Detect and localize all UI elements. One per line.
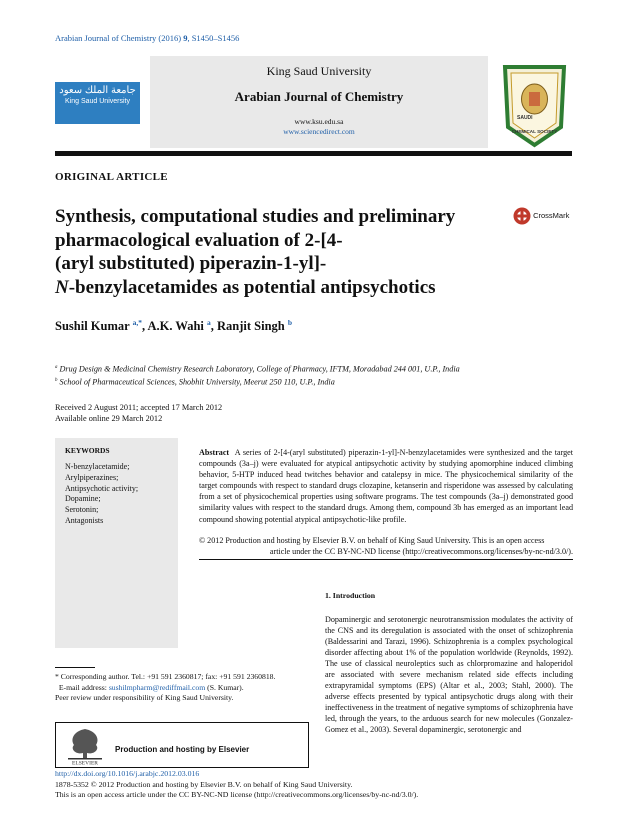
title-line-1: Synthesis, computational studies and preliminary bbox=[55, 206, 456, 227]
keyword-item: Antagonists bbox=[65, 515, 104, 525]
affiliation-a bbox=[55, 362, 575, 375]
email-link[interactable]: sushilmpharm@rediffmail.com bbox=[108, 682, 206, 692]
article-title bbox=[55, 205, 495, 299]
ksu-logo-text: King Saud University bbox=[65, 98, 130, 105]
keyword-item: Serotonin; bbox=[65, 505, 99, 515]
journal-ref-volume: 9 bbox=[183, 33, 188, 43]
affiliations bbox=[55, 362, 575, 387]
affiliation-b-mark: b bbox=[55, 377, 58, 383]
title-italic-n: N bbox=[55, 276, 69, 298]
ksu-url[interactable]: www.ksu.edu.sa bbox=[294, 117, 344, 126]
email-suffix: (S. Kumar). bbox=[205, 682, 244, 692]
elsevier-logo-text: ELSEVIER bbox=[72, 760, 98, 765]
author-1-affil[interactable]: a,* bbox=[132, 318, 142, 327]
abstract-divider bbox=[199, 559, 573, 560]
footnotes bbox=[55, 672, 295, 704]
crossmark-label: CrossMark bbox=[533, 210, 570, 220]
affiliation-b-text: School of Pharmaceutical Sciences, Shobhit University, Meerut 250 110, U.P., India bbox=[59, 377, 335, 387]
peer-review-note: Peer review under responsibility of King Saud University. bbox=[55, 693, 234, 703]
keywords-list bbox=[65, 462, 138, 527]
affiliation-a-mark: a bbox=[55, 365, 58, 370]
journal-reference[interactable] bbox=[55, 33, 239, 43]
crossmark-icon bbox=[513, 207, 531, 225]
title-line-4-rest: -benzylacetamides as potential antipsychotics bbox=[68, 276, 436, 298]
header-divider bbox=[55, 151, 572, 156]
corresponding-author-note: * Corresponding author. Tel.: +91 591 2360817; fax: +91 591 2360818. bbox=[55, 672, 276, 681]
author-2-affil[interactable]: a bbox=[207, 318, 211, 327]
title-line-2: pharmacological evaluation of 2-[4- bbox=[55, 229, 343, 251]
author-3: , Ranjit Singh bbox=[210, 319, 285, 334]
copyright-line-2: article under the CC BY-NC-ND license (http://creativecommons.org/licenses/by-nc-nd/3.0/). bbox=[269, 547, 573, 557]
section-heading: 1. Introduction bbox=[325, 591, 376, 600]
sciencedirect-url[interactable]: www.sciencedirect.com bbox=[283, 127, 355, 136]
title-line-4 bbox=[55, 276, 495, 300]
saudi-label: SAUDI bbox=[517, 115, 533, 121]
email-note bbox=[55, 683, 295, 694]
online-date: Available online 29 March 2012 bbox=[55, 414, 163, 423]
keywords-title: KEYWORDS bbox=[65, 446, 110, 455]
abstract-text: A series of 2-[4-(aryl substituted) piperazin-1-yl]-N-benzylacetamides were synthesized and the target compounds (3a–j) were evaluated for atypical antipsychotic activity by studying apomorphine induced climbing behavior, 5-HTP induced head twitches behavior and catalepsy in mice. The physicochemical similarity of the target compounds with respect to standard drugs clozapine, ketanserin and risperidone was assessed by calculating from a set of physicochemical properties using software programs. The test compounds (3a–j) demonstrated good similarity values with respect to the standard drugs. Among them, compound 3b has emerged as an important lead compound showing potential atypical antipsychotic-like profile. bbox=[199, 448, 574, 524]
email-label: E-mail address: bbox=[58, 682, 109, 692]
abstract-label: Abstract bbox=[199, 448, 230, 457]
keyword-item: N-benzylacetamide; bbox=[65, 462, 130, 471]
journal-ref-prefix: Arabian Journal of Chemistry (2016) bbox=[55, 33, 182, 43]
journal-name: Arabian Journal of Chemistry bbox=[234, 89, 404, 104]
society-label: CHEMICAL SOCIETY bbox=[511, 129, 558, 134]
affiliation-b bbox=[55, 375, 575, 388]
ksu-logo bbox=[55, 82, 140, 124]
title-line-3: (aryl substituted) piperazin-1-yl]- bbox=[55, 253, 327, 274]
keyword-item: Antipsychotic activity; bbox=[65, 483, 139, 493]
author-list bbox=[55, 318, 292, 334]
bottom-info bbox=[55, 769, 418, 801]
introduction-text: Dopaminergic and serotonergic neurotransmission modulates the activity of the CNS and its deregulation is associated with the onset of schizophrenia (Baldessarini and Tarazi, 1996). Schizophrenia is a complex psychological disorder affecting about 1% of the population worldwide (Reynolds, 1992). The use of classical neuroleptics such as chlorpromazine and haloperidol are associated with severe mechanism related side effects including extrapyramidal symptoms (EPS) (Altar et al., 2003; Stahl, 2000). The adverse effects presented by typical antipsychotic drugs along with their ineffectiveness in the treatment of negative symptoms of schizophrenia have led, through the years, to the arduous search for new molecules (Gonzalez-Gomez et al., 2003). Several dopaminergic, serotonergic and bbox=[325, 615, 573, 734]
keyword-item: Dopamine; bbox=[65, 494, 101, 504]
affiliation-a-text: Drug Design & Medicinal Chemistry Research Laboratory, College of Pharmacy, IFTM, Moradabad 244 001, U.P., India bbox=[59, 364, 460, 374]
article-type: ORIGINAL ARTICLE bbox=[55, 171, 168, 183]
license-line: This is an open access article under the CC BY-NC-ND license (http://creativecommons.org/licenses/by-nc-nd/3.0/). bbox=[55, 790, 419, 799]
crossmark-badge[interactable] bbox=[513, 207, 569, 225]
article-dates bbox=[55, 402, 222, 424]
author-2: , A.K. Wahi bbox=[141, 319, 204, 334]
journal-ref-pages: , S1450–S1456 bbox=[187, 33, 240, 43]
issn-line: 1878-5352 © 2012 Production and hosting by Elsevier B.V. on behalf of King Saud University. bbox=[55, 779, 353, 789]
elsevier-tree-icon bbox=[62, 725, 108, 765]
chemical-society-logo bbox=[497, 57, 572, 149]
doi-link[interactable]: http://dx.doi.org/10.1016/j.arabjc.2012.03.016 bbox=[55, 769, 200, 778]
author-3-affil[interactable]: b bbox=[287, 318, 293, 327]
journal-header bbox=[150, 56, 488, 148]
university-name: King Saud University bbox=[266, 64, 372, 78]
copyright-notice bbox=[199, 535, 573, 557]
keyword-item: Arylpiperazines; bbox=[65, 472, 119, 482]
author-1: Sushil Kumar bbox=[55, 319, 130, 334]
abstract bbox=[199, 447, 573, 525]
elsevier-label: Production and hosting by Elsevier bbox=[115, 745, 250, 754]
ksu-arabic-text: جامعة الملك سعود bbox=[59, 85, 136, 96]
received-date: Received 2 August 2011; accepted 17 March 2012 bbox=[55, 403, 223, 412]
copyright-line-1: © 2012 Production and hosting by Elsevier B.V. on behalf of King Saud University. This is an open access bbox=[199, 536, 545, 545]
footnote-divider bbox=[55, 667, 95, 668]
